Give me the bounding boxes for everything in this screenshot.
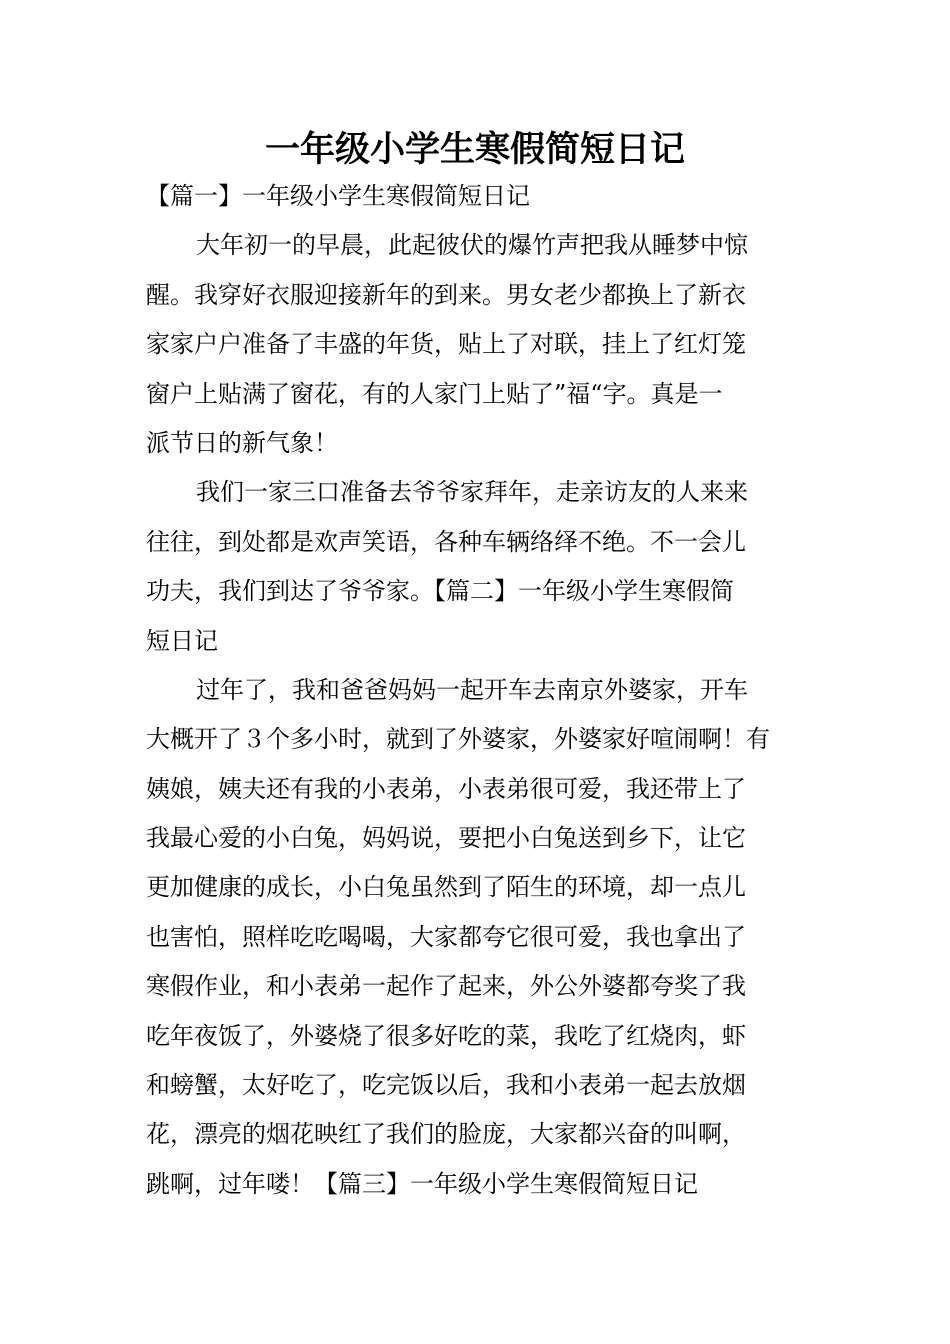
paragraph-line: 短日记 xyxy=(146,626,218,655)
paragraph-line: 和螃蟹，太好吃了，吃完饭以后，我和小表弟一起去放烟 xyxy=(146,1071,746,1100)
paragraph-line: 姨娘，姨夫还有我的小表弟，小表弟很可爱，我还带上了 xyxy=(146,774,746,803)
paragraph-line: 吃年夜饭了，外婆烧了很多好吃的菜，我吃了红烧肉，虾 xyxy=(146,1021,746,1050)
paragraph-line: 跳啊，过年喽！【篇三】一年级小学生寒假简短日记 xyxy=(146,1169,698,1198)
paragraph-line: 功夫，我们到达了爷爷家。【篇二】一年级小学生寒假简 xyxy=(146,577,734,606)
paragraph-line: 往往，到处都是欢声笑语，各种车辆络绎不绝。不一会儿 xyxy=(146,527,746,556)
paragraph-line: 我最心爱的小白兔，妈妈说，要把小白兔送到乡下，让它 xyxy=(146,824,746,853)
paragraph-line: 派节日的新气象！ xyxy=(146,428,338,457)
paragraph-line: 更加健康的成长，小白兔虽然到了陌生的环境，却一点儿 xyxy=(146,873,746,902)
paragraph-line: 大概开了３个多小时，就到了外婆家，外婆家好喧闹啊！有 xyxy=(146,725,770,754)
document-body xyxy=(146,172,816,1209)
paragraph-line: 窗户上贴满了窗花，有的人家门上贴了”福“字。真是一 xyxy=(146,379,723,408)
paragraph-line: 大年初一的早晨，此起彼伏的爆竹声把我从睡梦中惊 xyxy=(196,231,748,260)
paragraph-line: 花，漂亮的烟花映红了我们的脸庞，大家都兴奋的叫啊， xyxy=(146,1120,746,1149)
paragraph-line: 寒假作业，和小表弟一起作了起来，外公外婆都夸奖了我 xyxy=(146,972,746,1001)
paragraph-line: 家家户户准备了丰盛的年货，贴上了对联，挂上了红灯笼 xyxy=(146,330,746,359)
paragraph-line: 也害怕，照样吃吃喝喝，大家都夸它很可爱，我也拿出了 xyxy=(146,922,746,951)
paragraph-line: 醒。我穿好衣服迎接新年的到来。男女老少都换上了新衣 xyxy=(146,280,746,309)
paragraph-line: 过年了，我和爸爸妈妈一起开车去南京外婆家，开车 xyxy=(196,675,748,704)
page-title: 一年级小学生寒假简短日记 xyxy=(264,129,685,170)
paragraph-line: 我们一家三口准备去爷爷家拜年，走亲访友的人来来 xyxy=(196,478,748,507)
section-heading: 【篇一】一年级小学生寒假简短日记 xyxy=(146,182,530,210)
